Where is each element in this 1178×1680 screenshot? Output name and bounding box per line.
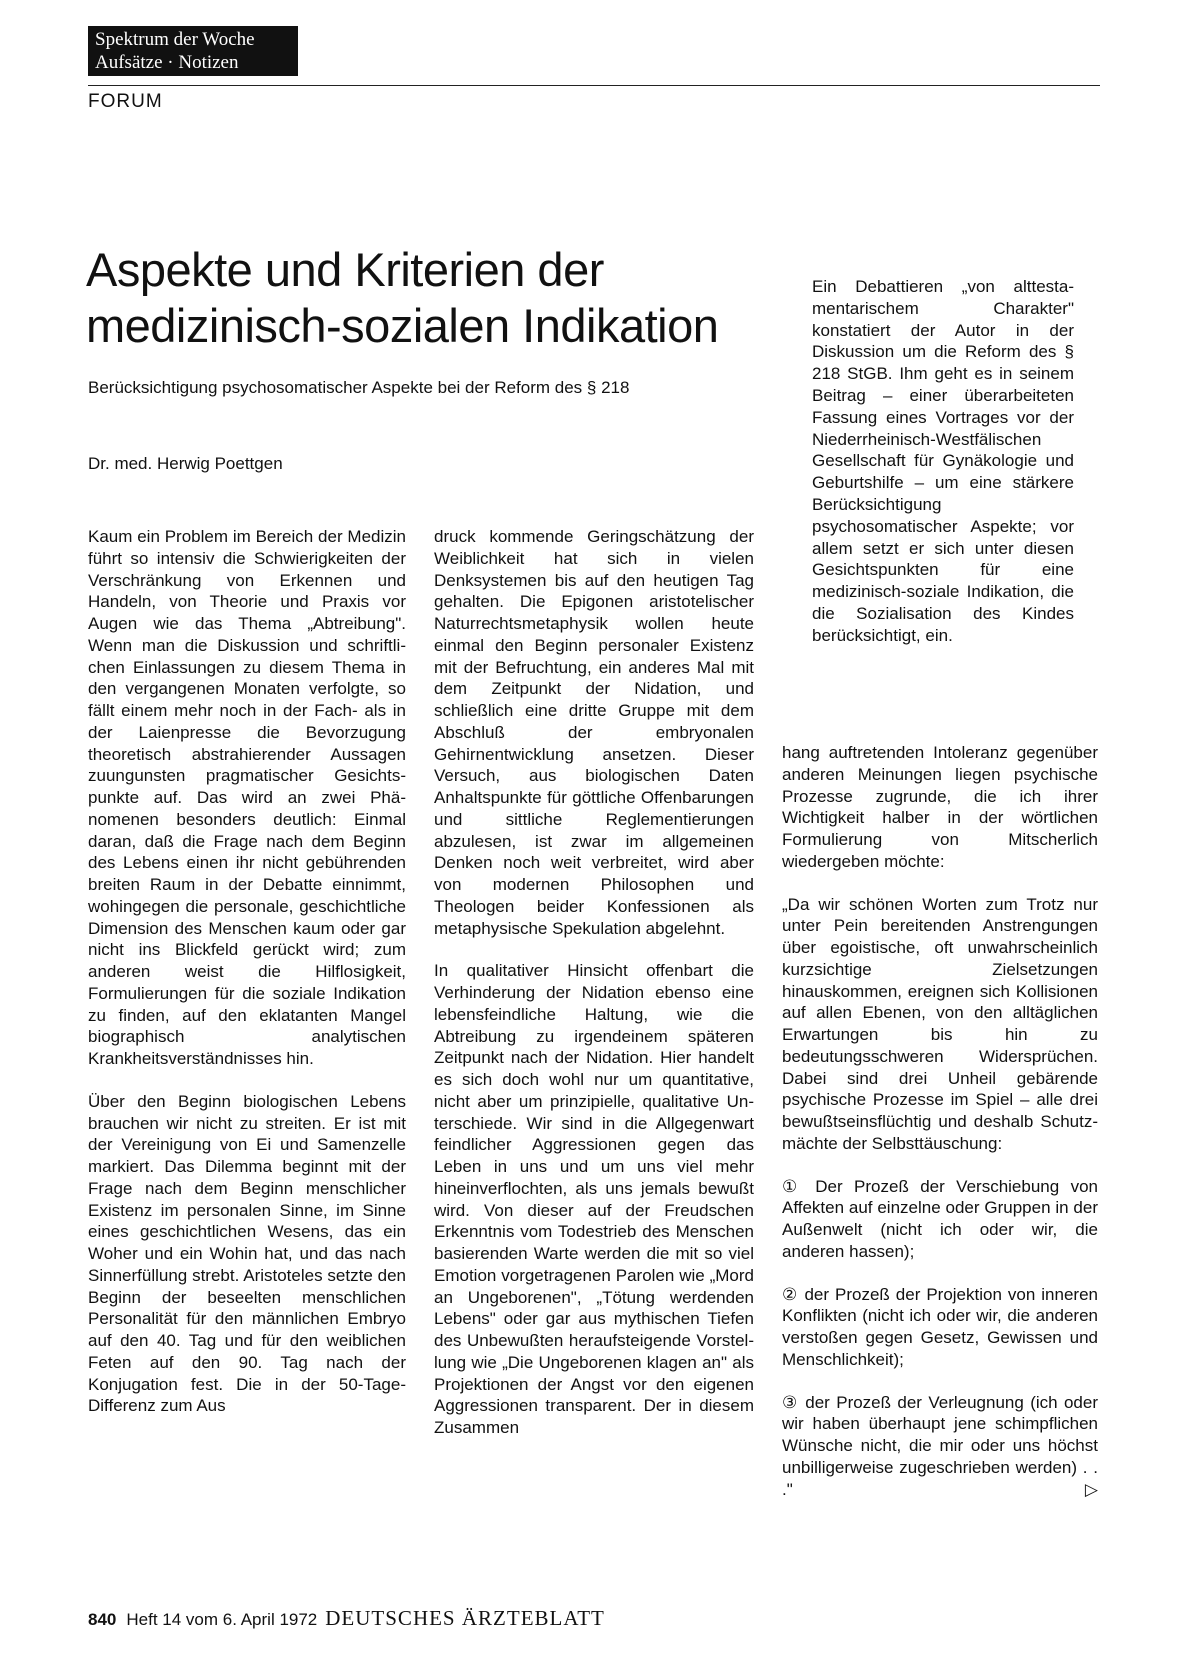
section-label bbox=[88, 26, 298, 76]
quote-paragraph: „Da wir schönen Worten zum Trotz nur unter Pein bereitenden Anstrengungen über egoistische, oft unwahrscheinlich kurzsichtige Zielsetzungen hinauskommen, ereignen sich Kollisionen auf allen Ebenen, von den alltäglichen Erwartungen bis hin zu bedeutungsschweren Widersprüchen. Dabei sind drei Unheil gebärende psychische Prozesse im Spiel – alle drei bewußtseinsflüchtig und deshalb Schutzmächte der Selbsttäuschung: bbox=[782, 894, 1098, 1153]
issue-info: Heft 14 vom 6. April 1972 bbox=[126, 1610, 318, 1629]
forum-label: FORUM bbox=[88, 91, 163, 112]
body-column-3 bbox=[782, 742, 1098, 1521]
body-paragraph: hang auftretenden Intoleranz gegenüber anderen Meinungen liegen psychische Prozesse zugrunde, die ich ihrer Wichtigkeit halber in der wörtlichen Formulierung von Mitscherlich wiedergeben möchte: bbox=[782, 743, 1098, 871]
quote-list-item-3 bbox=[782, 1392, 1098, 1501]
body-paragraph: druck kommende Geringschätzung der Weiblichkeit hat sich in vielen Denksystemen bis auf den heutigen Tag gehalten. Die Epigonen aristotelischer Naturrechtsmetaphysik wollen heute einmal den Beginn personaler Existenz mit der Befruchtung, ein anderes Mal mit dem Zeitpunkt der Nidation, und schließlich eine dritte Gruppe mit dem Abschluß der embryonalen Gehirnentwicklung ansetzen. Dieser Versuch, aus biologischen Daten Anhaltspunkte für göttliche Offenbarungen und sittliche Reglementierungen abzulesen, ist zwar im allgemeinen Denken noch weit verbreitet, wird aber von modernen Philosophen und Theologen beider Konfessionen als metaphysische Spekulation abgelehnt. bbox=[434, 527, 754, 938]
page-footer bbox=[88, 1606, 605, 1631]
quote-list-item-1: ① Der Prozeß der Verschiebung von Affekten auf einzelne oder Gruppen in der Außenwelt (nicht ich oder wir, die anderen hassen); bbox=[782, 1176, 1098, 1261]
article-title: Aspekte und Kriterien der medizinisch-sozialen Indikation bbox=[86, 243, 719, 352]
header-rule bbox=[88, 85, 1100, 86]
section-label-line-2: Aufsätze · Notizen bbox=[95, 52, 239, 73]
quote-list-item-3-text: ③ der Prozeß der Verleugnung (ich oder wir haben überhaupt jene schimpflichen Wünsche nicht, die mir oder uns höchst unbilligerweise zugeschrieben werden) . . ." bbox=[782, 1392, 1098, 1499]
page-number: 840 bbox=[88, 1610, 117, 1629]
body-paragraph: Kaum ein Problem im Bereich der Medizin führt so intensiv die Schwierigkeiten der Verschränkung von Erkennen und Handeln, von Theorie und Praxis vor Augen wie das Thema „Abtreibung". Wenn man die Diskussion und schriftlichen Einlassungen zu diesem Thema in den vergangenen Monaten verfolgte, so fällt einem mehr noch in der Fach- als in der Laienpresse die Bevorzugung theoretisch abstrahierender Aussagen zuungunsten pragmatischer Gesichtspunkte auf. Das wird an zwei Phänomenen besonders deutlich: Einmal daran, daß die Frage nach dem Beginn des Lebens einen ihr nicht gebührenden breiten Raum in der Debatte einnimmt, wohingegen die personale, geschichtliche Dimension des Menschen kaum oder gar nicht ins Blickfeld gerückt wird; zum anderen weist die Hilflosigkeit, Formulierungen für die soziale Indikation zu finden, auf den eklatanten Mangel biographisch analytischen Krankheitsverständnisses hin. bbox=[88, 527, 406, 1068]
body-paragraph: In qualitativer Hinsicht offenbart die Verhinderung der Nidation ebenso eine lebensfeindliche Haltung, wie die Abtreibung zu irgendeinem späteren Zeitpunkt nach der Nidation. Hier handelt es sich doch wohl nur um quantitative, nicht aber um prinzipielle, qualitative Unterschiede. Wir sind in die Allgegenwart feindlicher Aggressionen gegen das Leben in uns und um uns viel mehr hineinverflochten, als uns jemals bewußt wird. Von dieser auf der Freudschen Erkenntnis vom Todestrieb des Menschen basierenden Warte werden die mit so viel Emotion vorgetragenen Parolen wie „Mord an Ungeborenen", „Tötung werdenden Lebens" oder gar aus mythischen Tiefen des Unbewußten heraufsteigende Vorstellung wie „Die Ungeborenen klagen an" als Projektionen der Angst vor den eigenen Aggressionen transparent. Der in diesem Zusammen bbox=[434, 961, 754, 1437]
body-column-2 bbox=[434, 526, 754, 1460]
body-column-1 bbox=[88, 526, 406, 1438]
quote-list-item-2: ② der Prozeß der Projektion von inneren Konflikten (nicht ich oder wir, die anderen verstoßen gegen Gesetz, Gewissen und Menschlichkeit); bbox=[782, 1284, 1098, 1369]
journal-name: DEUTSCHES ÄRZTEBLATT bbox=[325, 1606, 605, 1630]
continue-arrow-icon: ▷ bbox=[1084, 1479, 1098, 1499]
article-author: Dr. med. Herwig Poettgen bbox=[88, 454, 283, 473]
section-label-line-1: Spektrum der Woche bbox=[95, 29, 255, 50]
article-teaser: Ein Debattieren „von alttestamentarischem Charakter" konstatiert der Autor in der Diskussion um die Reform des § 218 StGB. Ihm geht es in seinem Beitrag – einer überarbeiteten Fassung eines Vortrages vor der Niederrheinisch-Westfälischen Gesellschaft für Gynäkologie und Geburtshilfe – um eine stärkere Berücksichtigung psychosomatischer Aspekte; vor allem setzt er sich unter diesen Gesichtspunkten für eine medizinisch-soziale Indikation, die die Sozialisation des Kindes berücksichtigt, ein. bbox=[812, 277, 1074, 645]
article-subtitle: Berücksichtigung psychosomatischer Aspekte bei der Reform des § 218 bbox=[88, 378, 630, 397]
body-paragraph: Über den Beginn biologischen Lebens brauchen wir nicht zu streiten. Er ist mit der Vereinigung von Ei und Samenzelle markiert. Das Dilemma beginnt mit der Frage nach dem Beginn menschlicher Existenz im personalen Sinne, im Sinne eines geschichtlichen Wesens, das ein Woher und ein Wohin hat, und das nach Sinnerfüllung strebt. Aristoteles setzte den Beginn der beseelten menschlichen Personalität für den männlichen Embryo auf den 40. Tag und für den weiblichen Feten auf den 90. Tag nach der Konjugation fest. Die in der 50-Tage-Differenz zum Aus bbox=[88, 1091, 406, 1416]
